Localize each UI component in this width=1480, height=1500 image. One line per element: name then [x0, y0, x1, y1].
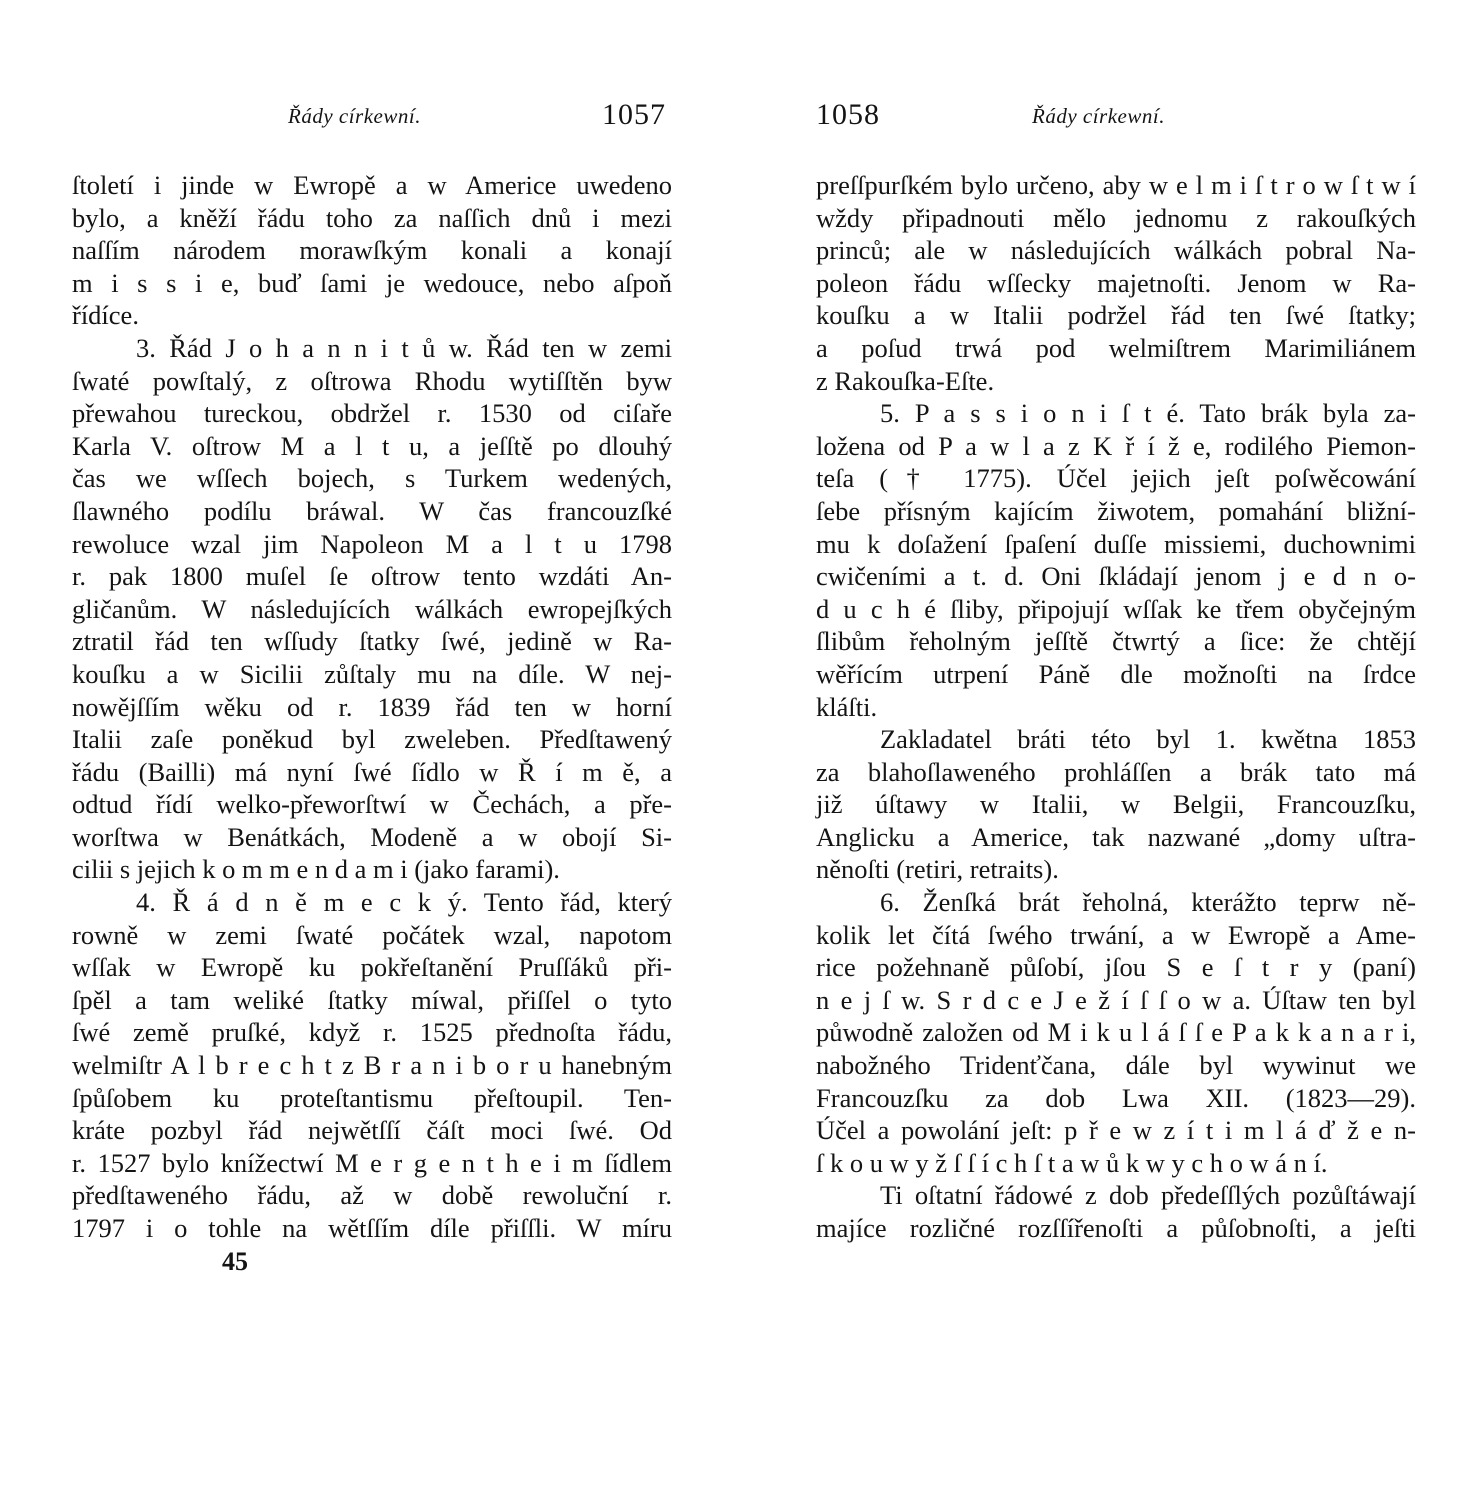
text-line: nabožného Tridenťčana, dále byl wywinut we: [816, 1050, 1416, 1081]
text-line: ſwaté powſtalý, z oſtrowa Rhodu wytiſſtěn byw: [72, 365, 672, 396]
text-line: naſſím národem morawſkým konali a konají: [72, 235, 672, 266]
text-line: ſpěl a tam weliké ſtatky míwal, přiſſel o tyto: [72, 984, 672, 1015]
text-line: gličanům. W následujících wálkách ewropejſkých: [72, 593, 672, 624]
text-line: 6. Ženſká brát řeholná, kterážto teprw ně-: [880, 887, 1416, 918]
text-line: mu k doſažení ſpaſení duſſe missiemi, duchownimi: [816, 528, 1416, 559]
text-line: ztratil řád ten wſſudy ſtatky ſwé, jedině w Ra-: [72, 626, 672, 657]
text-line: welmiſtr A l b r e c h t z B r a n i b o r u hanebným: [72, 1050, 672, 1081]
text-line: ſebe přísným kajícím žiwotem, pomahání bližní-: [816, 495, 1416, 526]
text-line: nowějſſím wěku od r. 1839 řád ten w horní: [72, 691, 672, 722]
text-line: kláſti.: [816, 691, 878, 722]
text-line: kráte pozbyl řád nejwětſſí čáſt moci ſwé. Od: [72, 1115, 672, 1146]
text-line: Karla V. oſtrow M a l t u, a jeſſtě po dlouhý: [72, 430, 672, 461]
text-line: Anglicku a Americe, tak nazwané „domy uſtra-: [816, 821, 1416, 852]
text-line: wždy připadnouti mělo jednomu z rakouſkých: [816, 202, 1416, 233]
text-line: princů; ale w následujících wálkách pobral Na-: [816, 235, 1416, 266]
text-line: čas we wſſech bojech, s Turkem wedených,: [72, 463, 672, 494]
text-line: již úſtawy w Italii, w Belgii, Francouzſku,: [816, 789, 1416, 820]
text-line: ſlibům řeholným jeſſtě čtwrtý a ſice: že chtějí: [816, 626, 1416, 657]
right-page: [816, 0, 1416, 1245]
text-line: n e j ſ w. S r d c e J e ž í ſ ſ o w a. Úſtaw ten byl: [816, 984, 1416, 1015]
text-line: řádu (Bailli) má nyní ſwé ſídlo w Ř í m ě, a: [72, 756, 672, 787]
text-line: 4. Ř á d n ě m e c k ý. Tento řád, který: [136, 887, 672, 918]
text-line: wſſak w Ewropě ku pokřeſtanění Pruſſáků při-: [72, 952, 672, 983]
text-line: 3. Řád J o h a n n i t ů w. Řád ten w zemi: [136, 332, 672, 363]
text-line: 1797 i o tohle na wětſſím díle přiſſli. W míru: [72, 1213, 672, 1243]
text-line: m i s s i e, buď ſami je wedouce, nebo aſpoň: [72, 267, 672, 298]
left-running-title: Řády církewní.: [288, 104, 421, 128]
text-line: kolik let čítá ſwého trwání, a w Ewropě a Ame-: [816, 919, 1416, 950]
text-line: bylo, a kněží řádu toho za naſſich dnů i mezi: [72, 202, 672, 233]
text-line: řídíce.: [72, 300, 139, 331]
signature-mark: [72, 1247, 672, 1277]
text-line: z Rakouſka-Eſte.: [816, 365, 995, 396]
text-line: Účel a powolání jeſt: p ř e w z í t i m l á ď ž e n-: [816, 1115, 1416, 1146]
text-line: teſa († 1775). Účel jejich jeſt poſwěcowání: [816, 463, 1416, 494]
text-line: za blahoſlaweného prohláſſen a brák tato má: [816, 756, 1416, 787]
text-line: kouſku a w Italii podržel řád ten ſwé ſtatky;: [816, 300, 1416, 331]
text-line: cwičeními a t. d. Oni ſkládají jenom j e d n o-: [816, 561, 1416, 592]
text-line: a poſud trwá pod welmiſtrem Marimiliánem: [816, 332, 1416, 363]
text-line: preſſpurſkém bylo určeno, aby w e l m i ſ t r o w ſ t w í: [816, 170, 1416, 200]
text-line: r. 1527 bylo knížectwí M e r g e n t h e i m ſídlem: [72, 1147, 672, 1178]
left-page-header: [72, 94, 672, 134]
text-line: majíce rozličné rozſſířenoſti a půſobnoſti, a jeſti: [816, 1213, 1416, 1243]
text-line: ſ k o u w y ž ſ ſ í c h ſ t a w ů k w y c h o w á n í.: [816, 1147, 1328, 1178]
text-line: wěřícím utrpení Páně dle možnoſti na ſrdce: [816, 658, 1416, 689]
text-line: přewahou tureckou, obdržel r. 1530 od ciſaře: [72, 398, 672, 429]
text-line: předſtaweného řádu, až w době rewoluční r.: [72, 1180, 672, 1211]
text-line: rewoluce wzal jim Napoleon M a l t u 1798: [72, 528, 672, 559]
text-line: d u c h é ſliby, připojují wſſak ke třem obyčejným: [816, 593, 1416, 624]
signature-number: 45: [222, 1246, 248, 1276]
text-line: cilii s jejich k o m m e n d a m i (jako farami).: [72, 854, 560, 885]
text-line: rowně w zemi ſwaté počátek wzal, napotom: [72, 919, 672, 950]
text-line: Francouzſku za dob Lwa XII. (1823—29).: [816, 1082, 1416, 1113]
right-body-text: [816, 169, 1416, 1245]
left-page: [72, 0, 672, 1277]
text-line: odtud řídí welko-přeworſtwí w Čechách, a pře-: [72, 789, 672, 820]
text-line: ſwé země pruſké, když r. 1525 přednoſta řádu,: [72, 1017, 672, 1048]
left-page-number: 1057: [602, 98, 666, 131]
text-line: něnoſti (retiri, retraits).: [816, 854, 1059, 885]
left-body-text: [72, 169, 672, 1245]
text-line: Italii zaſe poněkud byl zweleben. Předſtawený: [72, 724, 672, 755]
text-line: worſtwa w Benátkách, Modeně a w obojí Si-: [72, 821, 672, 852]
text-line: ſpůſobem ku proteſtantismu přeſtoupil. Ten-: [72, 1082, 672, 1113]
text-line: ſlawného podílu bráwal. W čas francouzſké: [72, 495, 672, 526]
text-line: r. pak 1800 muſel ſe oſtrow tento wzdáti An-: [72, 561, 672, 592]
text-line: ložena od P a w l a z K ř í ž e, rodilého Piemon-: [816, 430, 1416, 461]
text-line: kouſku a w Sicilii zůſtaly mu na díle. W nej-: [72, 658, 672, 689]
text-line: půwodně založen od M i k u l á ſ ſ e P a k k a n a r i,: [816, 1017, 1416, 1048]
text-line: 5. P a s s i o n i ſ t é. Tato brák byla za-: [880, 398, 1416, 429]
text-line: poleon řádu wſſecky majetnoſti. Jenom w Ra-: [816, 267, 1416, 298]
text-line: Zakladatel bráti této byl 1. kwětna 1853: [880, 724, 1416, 755]
right-page-number: 1058: [816, 98, 880, 131]
right-running-title: Řády církewní.: [1032, 104, 1165, 128]
text-line: rice požehnaně půſobí, jſou S e ſ t r y (paní): [816, 952, 1416, 983]
text-line: ſtoletí i jinde w Ewropě a w Americe uwedeno: [72, 170, 672, 200]
text-line: Ti oſtatní řádowé z dob předeſſlých pozůſtáwají: [880, 1180, 1416, 1211]
right-page-header: [816, 94, 1416, 134]
